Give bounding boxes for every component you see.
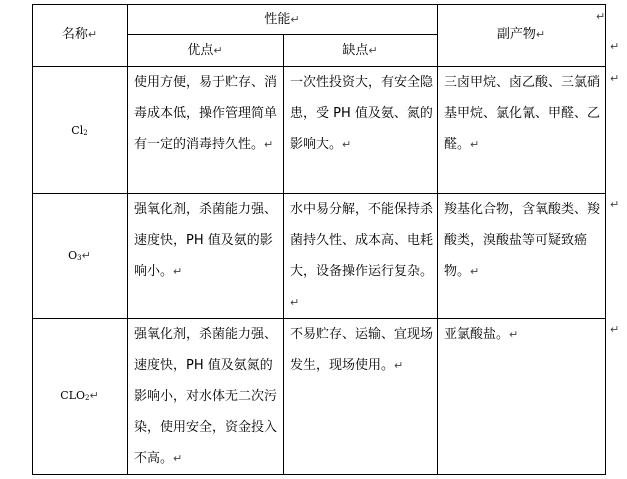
header-name: 名称↵ (61, 27, 98, 42)
performance-column-divider (437, 4, 438, 475)
row-end-mark: ↵ (610, 72, 620, 85)
row1-name: Cl2 (71, 124, 88, 137)
header-byproducts: 副产物↵ (496, 27, 546, 42)
table-bottom-border (32, 474, 606, 475)
row2-name: O3↵ (68, 249, 91, 262)
name-column-divider (127, 4, 128, 475)
row-end-mark: ↵ (596, 10, 606, 23)
row-end-mark: ↵ (610, 198, 620, 211)
advantages-column-divider (283, 34, 284, 475)
table-right-border (605, 4, 606, 475)
row2-advantages: 强氧化剂，杀菌能力强、速度快，PH 值及氨的影响小。↵ (134, 202, 278, 279)
row2-byproducts: 羧基化合物，含氧酸类、羧酸类，溴酸盐等可疑致癌物。↵ (444, 202, 601, 279)
row2-disadvantages: 水中易分解，不能保持杀菌持久性、成本高、电耗大，设备操作运行复杂。↵ (290, 202, 434, 309)
row1-disadvantages: 一次性投资大，有安全隐患，受 PH 值及氨、氮的影响大。↵ (290, 75, 434, 152)
row3-advantages: 强氧化剂，杀菌能力强、速度快，PH 值及氨氮的影响小，对水体无二次污染，使用安全，资金投入不高。↵ (134, 327, 278, 466)
row1-advantages: 使用方便，易于贮存、消毒成本低，操作管理简单有一定的消毒持久性。↵ (134, 75, 278, 152)
row1-byproducts: 三卤甲烷、卤乙酸、三氯硝基甲烷、氯化氰、甲醛、乙醛。↵ (444, 75, 601, 152)
header-advantages: 优点↵ (187, 43, 223, 58)
header-disadvantages: 缺点↵ (342, 43, 378, 58)
row-end-mark: ↵ (610, 323, 620, 336)
row-end-mark: ↵ (610, 40, 620, 53)
header-performance: 性能↵ (264, 12, 300, 27)
row3-byproducts: 亚氯酸盐。↵ (444, 327, 519, 342)
row3-disadvantages: 不易贮存、运输、宜现场发生，现场使用。↵ (290, 327, 434, 373)
row3-name: CLO2↵ (60, 389, 99, 402)
